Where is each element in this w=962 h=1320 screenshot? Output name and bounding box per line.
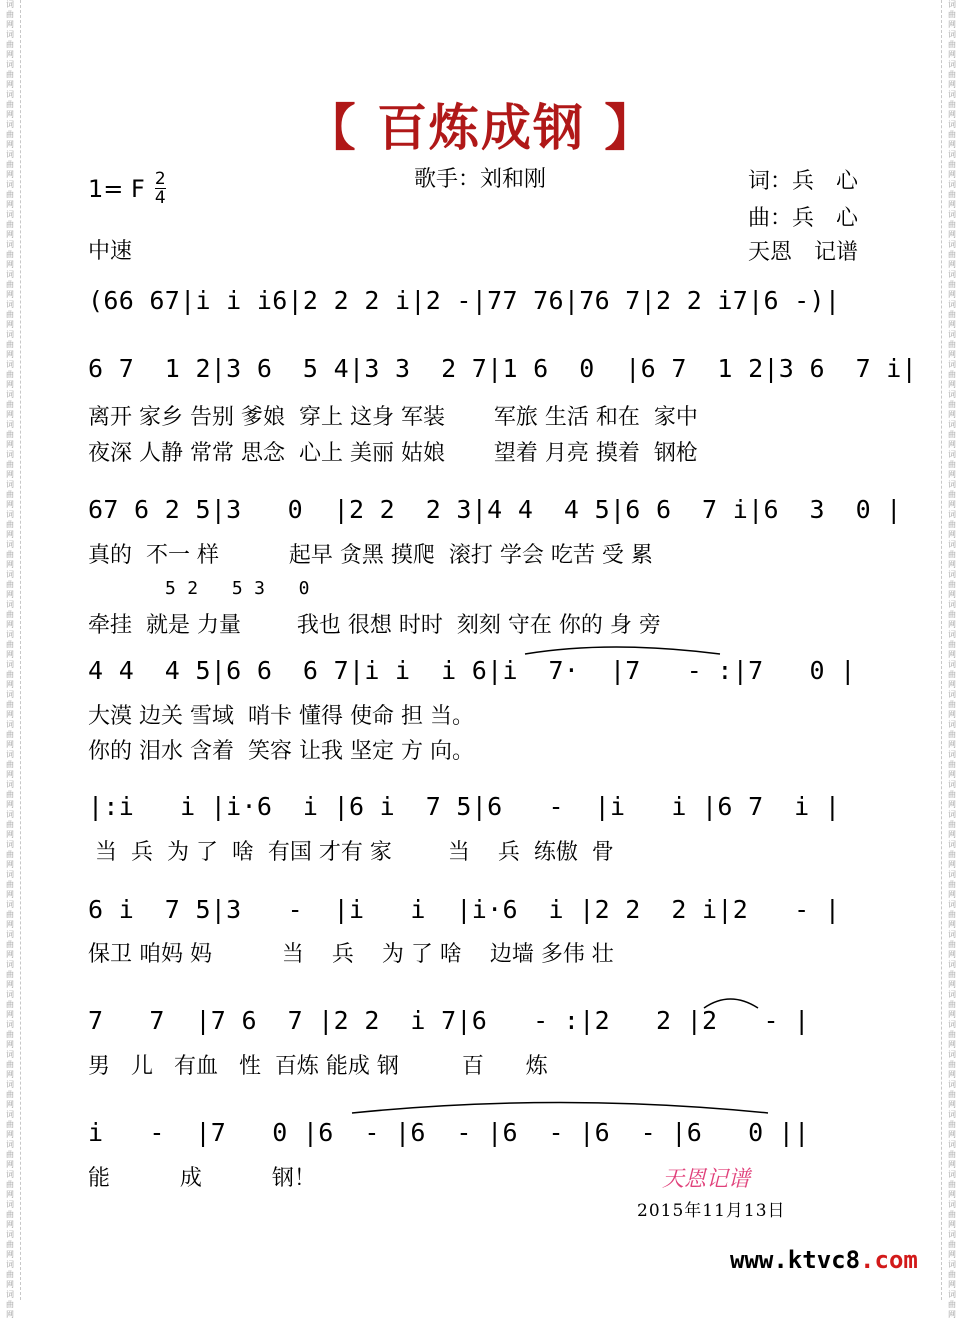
lyric-line-2: 夜深 人静 常常 思念 心上 美丽 姑娘 望着 月亮 摸着 钢枪	[88, 441, 698, 466]
left-watermark-strip: 词 曲 网 词 曲 网 词 曲 网 词 曲 网 词 曲 网 词 曲 网 词 曲 网 词 曲 网 词 曲 网 词 曲 网 词 曲 网 词 曲 网 词 曲 网 词 曲 网 词 曲 网 词 曲 网 词 曲 网 词 曲 网 词 曲 网 词 曲 网 词 曲 网 词 曲 网 词 曲 网 词 曲 网 词 曲 网 词 曲 网 词 曲 网 词 曲 网 词 曲 网 词 曲 网 词 曲 网 词 曲 网 词 曲 网 词 曲 网 词 曲 网 词 曲 网 词 曲 网 词 曲 网 词 曲 网 词 曲 网 词 曲 网 词 曲 网 词 曲 网 词 曲 网	[0, 0, 21, 1300]
lyric-line-10: 能 成 钢！	[88, 1166, 316, 1191]
slur-line-8	[352, 1103, 768, 1114]
time-top: 2	[154, 169, 166, 189]
singer-label: 歌手：刘和刚	[414, 167, 547, 192]
date-label: 2015年11月13日	[637, 1201, 786, 1221]
score-line-3: 67 6 2 5|3 0 |2 2 2 3|4 4 4 5|6 6 7 i|6 3 0 |	[88, 495, 902, 524]
lyric-line-1: 离开 家乡 告别 爹娘 穿上 这身 军装 军旅 生活 和在 家中	[88, 405, 698, 430]
tempo-label: 中速	[88, 239, 133, 264]
score-line-6: 6 i 7 5|3 - |i i |i·6 i |2 2 2 i|2 - |	[88, 895, 841, 924]
song-title: 【 百炼成钢 】	[305, 99, 657, 157]
transcriber-stamp: 天恩记谱	[662, 1167, 751, 1192]
key-signature	[88, 170, 166, 207]
site-logo-prefix: www.ktvc8	[730, 1246, 861, 1274]
lyric-line-6: 你的 泪水 含着 笑容 让我 坚定 方 向。	[88, 739, 474, 764]
score-line-8: i - |7 0 |6 - |6 - |6 - |6 - |6 0 ||	[88, 1118, 810, 1147]
lyric-line-8: 保卫 咱妈 妈 当 兵 为 了 啥 边墙 多伟 壮	[88, 942, 614, 967]
score-line-2: 6 7 1 2|3 6 5 4|3 3 2 7|1 6 0 |6 7 1 2|3 6 7 i|	[88, 354, 917, 383]
key-text: 1= F	[88, 174, 145, 203]
lyricist-label: 词：兵 心	[748, 169, 859, 194]
slur-line-4	[525, 647, 720, 654]
time-signature	[155, 170, 166, 207]
lyric-line-3: 真的 不一 样 起早 贪黑 摸爬 滚打 学会 吃苦 受 累	[88, 543, 653, 568]
score-line-4: 4 4 4 5|6 6 6 7|i i i 6|i 7· |7 - :|7 0 |	[88, 656, 856, 685]
lyric-line-7: 当 兵 为 了 啥 有国 才有 家 当 兵 练傲 骨	[88, 840, 614, 865]
transcriber-label: 天恩 记谱	[748, 240, 859, 265]
score-line-5: |:i i |i·6 i |6 i 7 5|6 - |i i |6 7 i |	[88, 792, 841, 821]
site-logo-suffix: .com	[860, 1246, 918, 1274]
lyric-line-9: 男 儿 有血 性 百炼 能成 钢 百 炼	[88, 1054, 548, 1079]
site-logo	[730, 1246, 918, 1274]
small-notes: 5 2 5 3 0	[165, 578, 310, 599]
time-bottom: 4	[154, 188, 166, 208]
lyric-line-4: 牵挂 就是 力量 我也 很想 时时 刻刻 守在 你的 身 旁	[88, 613, 661, 638]
score-line-7: 7 7 |7 6 7 |2 2 i 7|6 - :|2 2 |2 - |	[88, 1006, 810, 1035]
score-line-1: (66 67|i i i6|2 2 2 i|2 -|77 76|76 7|2 2 i7|6 -)|	[88, 286, 841, 315]
lyric-line-5: 大漠 边关 雪域 哨卡 懂得 使命 担 当。	[88, 704, 474, 729]
composer-label: 曲：兵 心	[748, 206, 859, 231]
right-watermark-strip: 词 曲 网 词 曲 网 词 曲 网 词 曲 网 词 曲 网 词 曲 网 词 曲 网 词 曲 网 词 曲 网 词 曲 网 词 曲 网 词 曲 网 词 曲 网 词 曲 网 词 曲 网 词 曲 网 词 曲 网 词 曲 网 词 曲 网 词 曲 网 词 曲 网 词 曲 网 词 曲 网 词 曲 网 词 曲 网 词 曲 网 词 曲 网 词 曲 网 词 曲 网 词 曲 网 词 曲 网 词 曲 网 词 曲 网 词 曲 网 词 曲 网 词 曲 网 词 曲 网 词 曲 网 词 曲 网 词 曲 网 词 曲 网 词 曲 网 词 曲 网 词 曲 网	[941, 0, 962, 1300]
